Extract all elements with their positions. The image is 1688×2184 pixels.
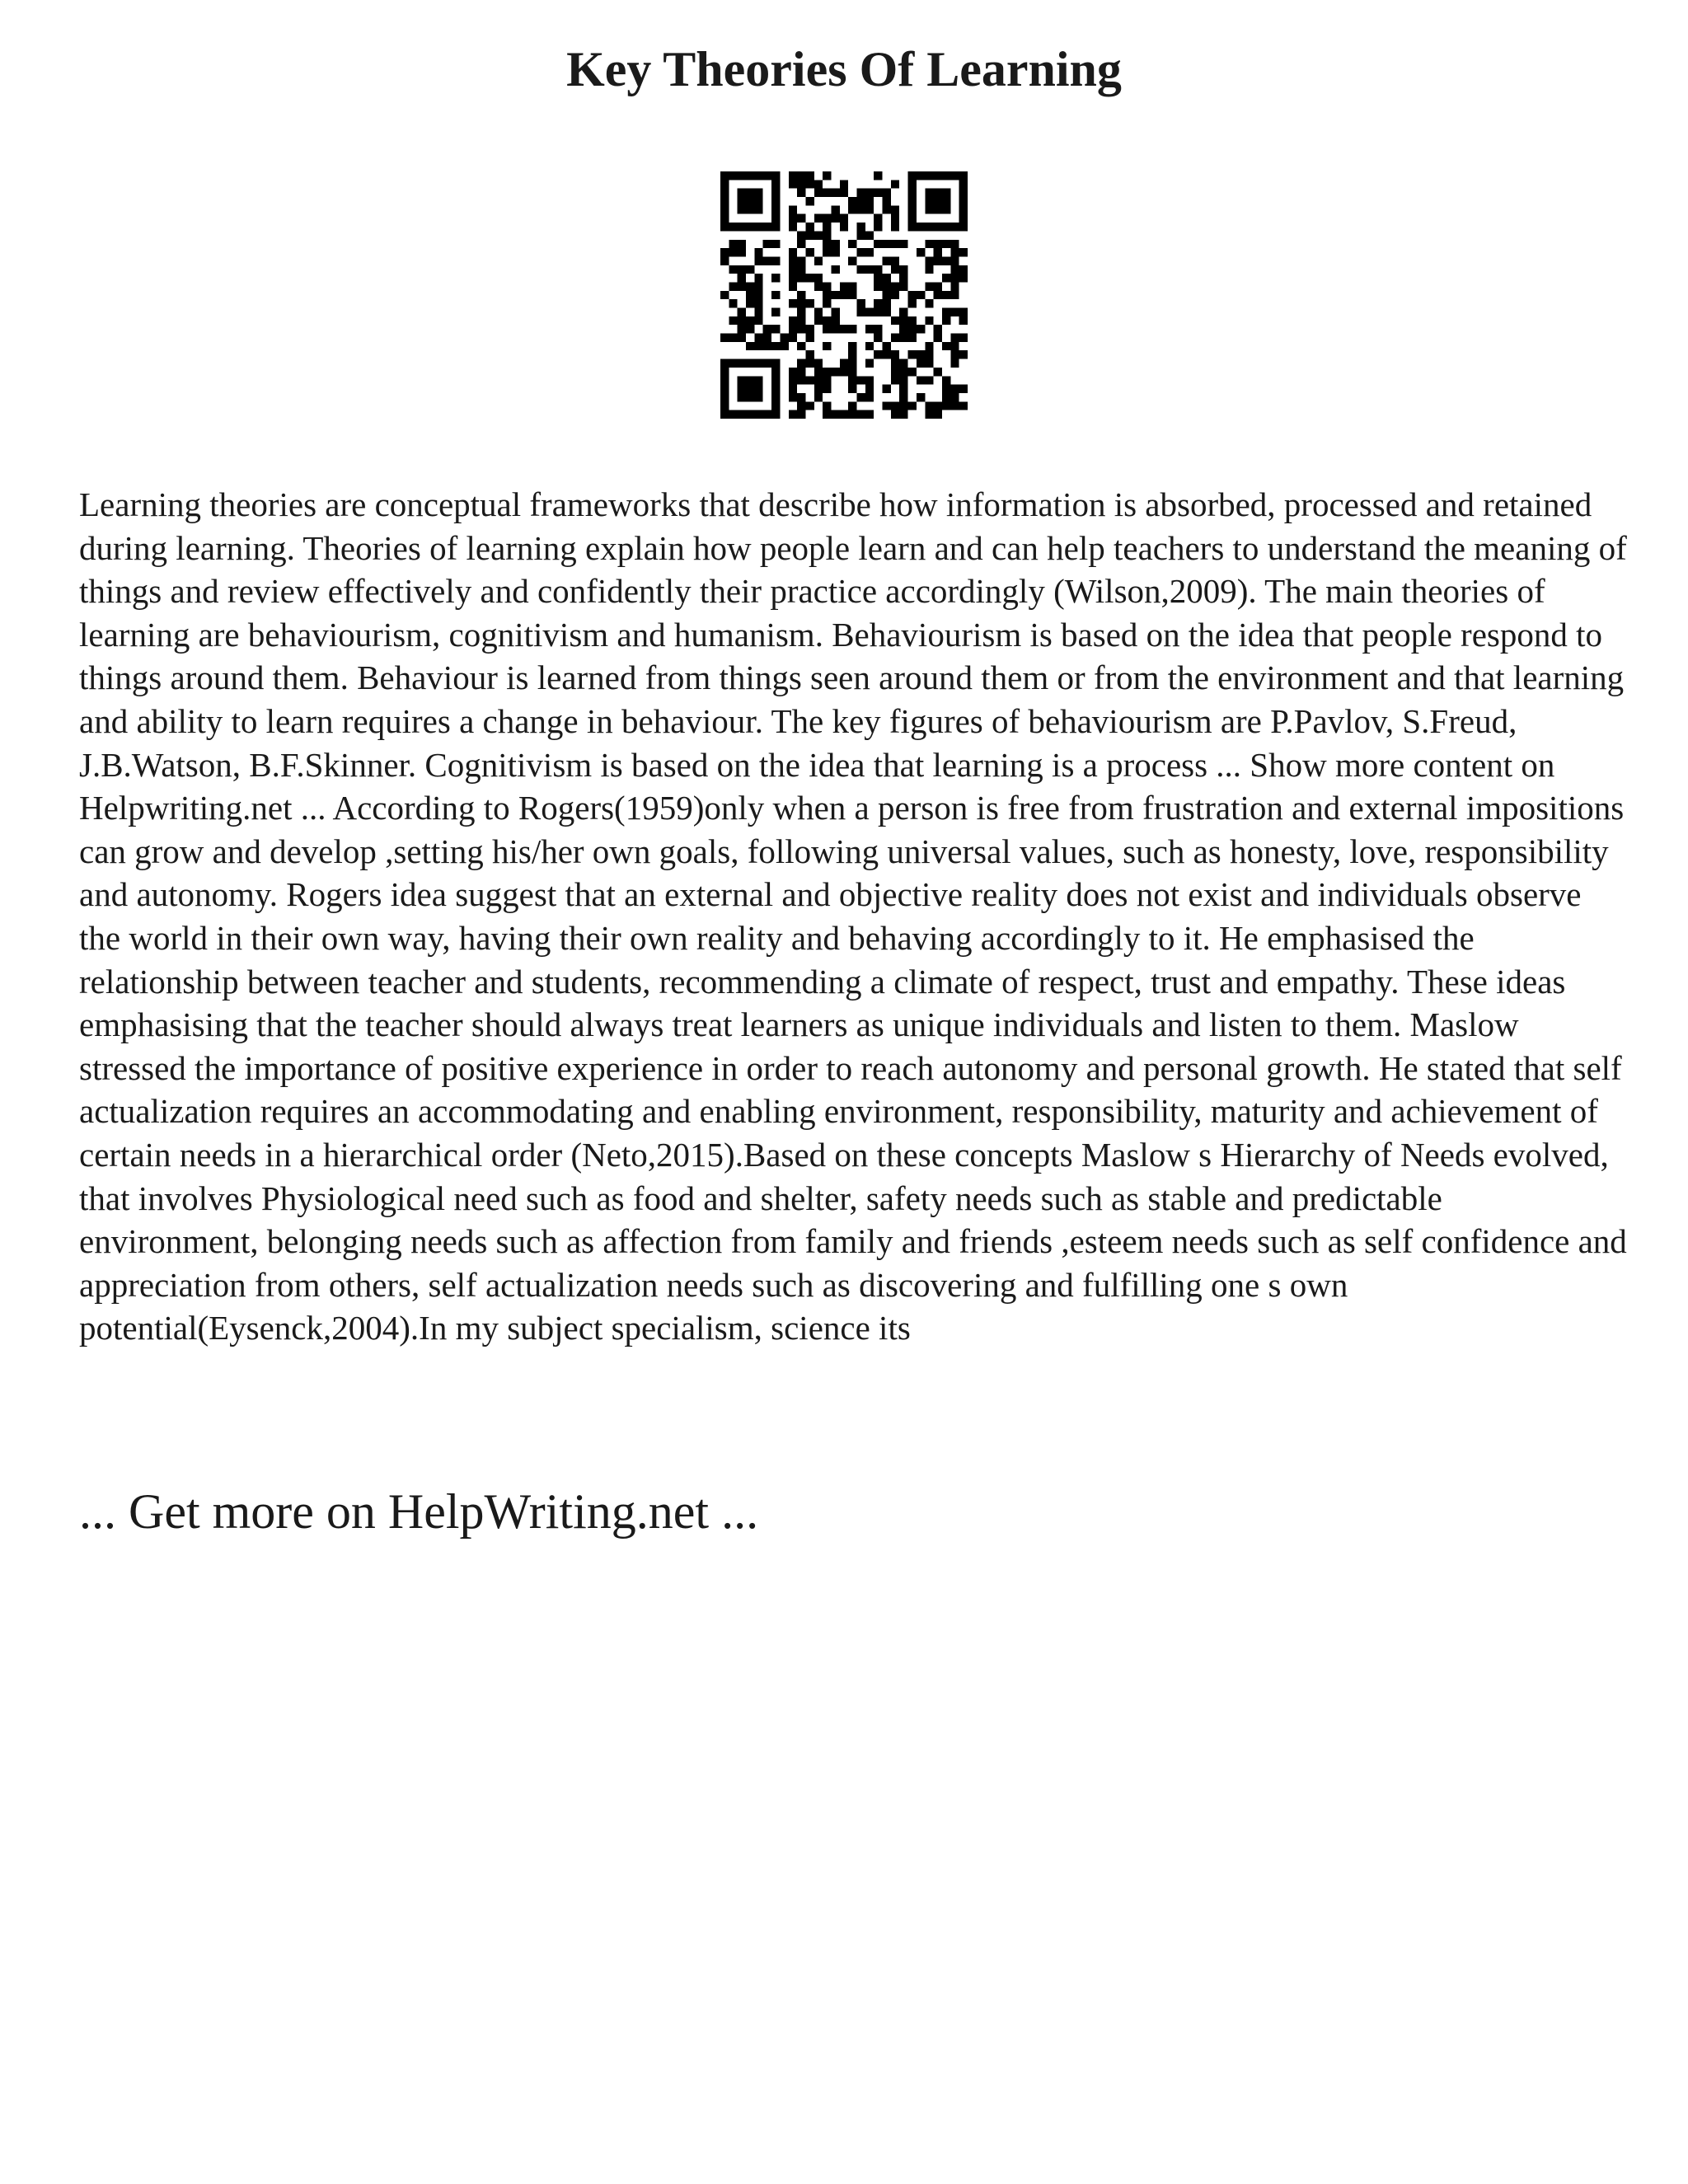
get-more-link[interactable]: ... Get more on HelpWriting.net ... (79, 1484, 759, 1539)
page-title: Key Theories Of Learning (566, 42, 1122, 96)
qr-code-icon (720, 171, 968, 419)
article-body: Learning theories are conceptual frameworks that describe how information is absorbed, processed and retained during learning. Theories of learning explain how people learn and can help teachers to understand the meaning of things and review effectively and confidently their practice accordingly (Wilson,2009). The main theories of learning are behaviourism, cognitivism and humanism. Behaviourism is based on the idea that people respond to things around them. Behaviour is learned from things seen around them or from the environment and that learning and ability to learn requires a change in behaviour. The key figures of behaviourism are P.Pavlov, S.Freud, J.B.Watson, B.F.Skinner. Cognitivism is based on the idea that learning is a process ... Show more content on Helpwriting.net ... According to Rogers(1959)only when a person is free from frustration and external impositions can grow and develop ,setting his/her own goals, following universal values, such as honesty, love, responsibility and autonomy. Rogers idea suggest that an external and objective reality does not exist and individuals observe the world in their own way, having their own reality and behaving accordingly to it. He emphasised the relationship between teacher and students, recommending a climate of respect, trust and empathy. These ideas emphasising that the teacher should always treat learners as unique individuals and listen to them. Maslow stressed the importance of positive experience in order to reach autonomy and personal growth. He stated that self actualization requires an accommodating and enabling environment, responsibility, maturity and achievement of certain needs in a hierarchical order (Neto,2015).Based on these concepts Maslow s Hierarchy of Needs evolved, that involves Physiological need such as food and shelter, safety needs such as stable and predictable environment, belonging needs such as affection from family and friends ,esteem needs such as self confidence and appreciation from others, self actualization needs such as discovering and fulfilling one s own potential(Eysenck,2004).In my subject specialism, science its (79, 485, 1627, 1347)
